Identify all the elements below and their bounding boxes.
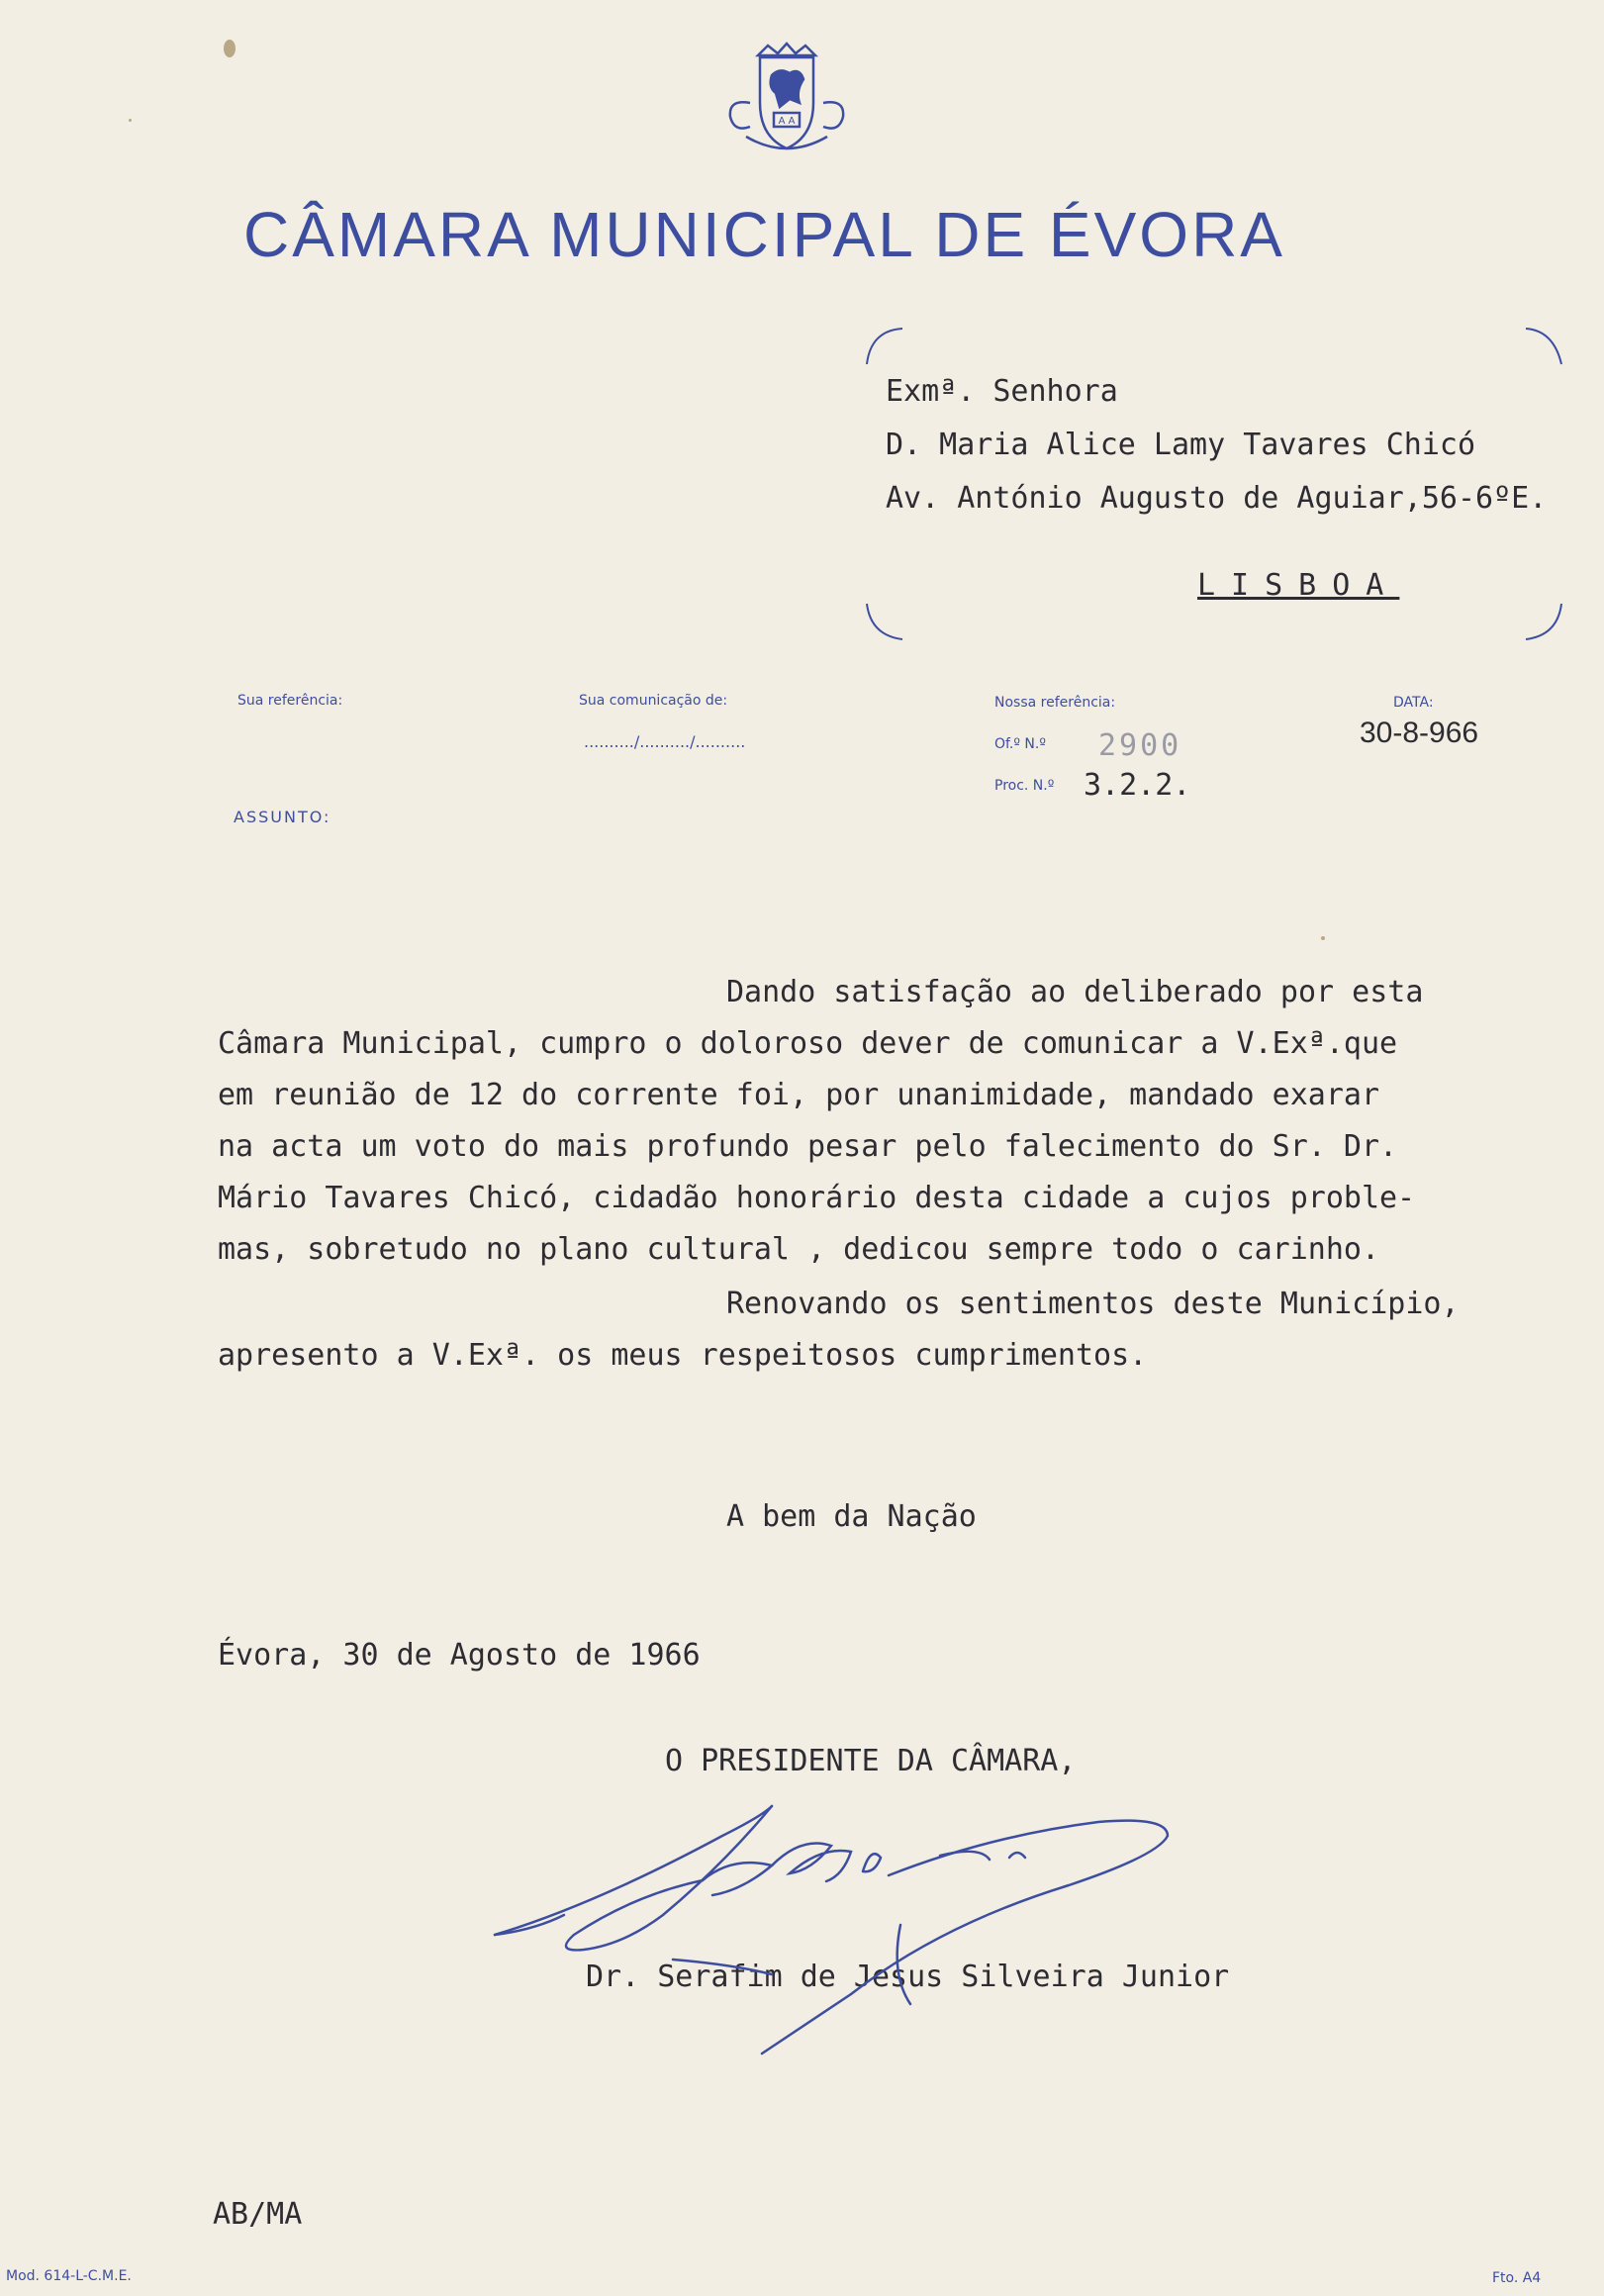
address-bracket-top-right	[1522, 325, 1565, 368]
office-number-label: Of.º N.º	[994, 736, 1046, 752]
address-bracket-bottom-left	[863, 600, 906, 643]
your-communication-blank: ........../........../..........	[584, 732, 746, 751]
office-number-value: 2900	[1098, 728, 1182, 763]
process-number-value: 3.2.2.	[1084, 768, 1191, 803]
process-number-label: Proc. N.º	[994, 778, 1055, 794]
municipality-title: CÂMARA MUNICIPAL DE ÉVORA	[243, 199, 1285, 270]
date-label: DATA:	[1393, 695, 1434, 711]
our-reference-label: Nossa referência:	[994, 695, 1116, 711]
recipient-city: LISBOA	[1197, 568, 1400, 603]
form-code: Mod. 614-L-C.M.E.	[6, 2268, 132, 2284]
body-line-1: Dando satisfação ao deliberado por esta	[726, 975, 1424, 1009]
body-line-8: apresento a V.Exª. os meus respeitosos cumprimentos.	[218, 1338, 1148, 1373]
recipient-address: Av. António Augusto de Aguiar,56-6ºE.	[886, 481, 1548, 516]
body-line-3: em reunião de 12 do corrente foi, por unanimidade, mandado exarar	[218, 1078, 1379, 1112]
svg-text:A A: A A	[778, 116, 796, 127]
body-line-4: na acta um voto do mais profundo pesar pelo falecimento do Sr. Dr.	[218, 1129, 1398, 1164]
body-line-2: Câmara Municipal, cumpro o doloroso dever de comunicar a V.Exª.que	[218, 1026, 1398, 1061]
your-reference-label: Sua referência:	[237, 693, 343, 709]
typist-initials: AB/MA	[213, 2197, 303, 2232]
recipient-salutation: Exmª. Senhora	[886, 374, 1118, 409]
recipient-name: D. Maria Alice Lamy Tavares Chicó	[886, 428, 1476, 462]
place-and-date: Évora, 30 de Agosto de 1966	[218, 1638, 701, 1673]
signatory-name: Dr. Serafim de Jesus Silveira Junior	[586, 1960, 1230, 1994]
body-line-5: Mário Tavares Chicó, cidadão honorário desta cidade a cujos proble-	[218, 1181, 1416, 1215]
date-value: 30-8-966	[1360, 717, 1479, 749]
body-line-7: Renovando os sentimentos deste Município,	[726, 1287, 1460, 1321]
municipal-coat-of-arms-icon	[720, 42, 853, 158]
your-communication-label: Sua comunicação de:	[579, 693, 728, 709]
paper-size: Fto. A4	[1492, 2270, 1542, 2286]
address-bracket-top-left	[863, 325, 906, 368]
subject-label: ASSUNTO:	[234, 808, 331, 826]
signatory-title: O PRESIDENTE DA CÂMARA,	[665, 1744, 1077, 1778]
handwritten-signature-icon	[475, 1776, 1230, 2073]
body-line-6: mas, sobretudo no plano cultural , dedicou sempre todo o carinho.	[218, 1232, 1379, 1267]
address-bracket-bottom-right	[1522, 600, 1565, 643]
closing-motto: A bem da Nação	[726, 1499, 977, 1534]
